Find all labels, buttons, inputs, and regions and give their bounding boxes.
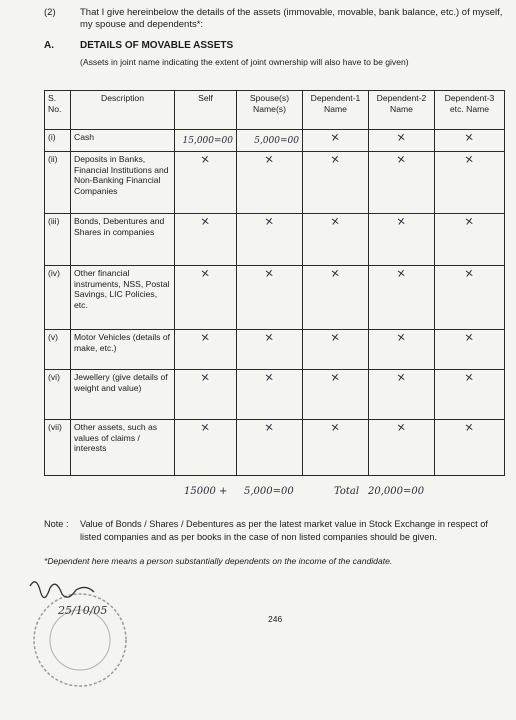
cell-dependent-1 — [303, 330, 369, 370]
section-title: DETAILS OF MOVABLE ASSETS — [80, 40, 234, 51]
cross-mark: × — [330, 150, 341, 168]
header-description: Description — [71, 91, 175, 130]
cross-mark: × — [396, 128, 407, 146]
header-dependent-3: Dependent-3 etc. Name — [435, 91, 505, 130]
row-description: Cash — [71, 130, 175, 152]
cell-spouse — [237, 370, 303, 420]
cross-mark: × — [264, 264, 275, 282]
intro-text: That I give hereinbelow the details of the assets (immovable, movable, bank balance, etc.) of myself, my spouse and dependents*: — [80, 7, 503, 30]
cell-spouse — [237, 330, 303, 370]
cell-dependent-2 — [369, 266, 435, 330]
row-sno: (i) — [45, 130, 71, 152]
cell-dependent-3 — [435, 420, 505, 476]
cell-dependent-1 — [303, 370, 369, 420]
row-description: Deposits in Banks, Financial Institutions and Non-Banking Financial Companies — [71, 152, 175, 214]
row-description: Other financial instruments, NSS, Postal Savings, LIC Policies, etc. — [71, 266, 175, 330]
row-description: Bonds, Debentures and Shares in companies — [71, 214, 175, 266]
cell-spouse — [237, 214, 303, 266]
cell-dependent-2 — [369, 130, 435, 152]
signature-and-stamp — [10, 572, 160, 692]
cross-mark: × — [200, 212, 211, 230]
cell-spouse — [237, 266, 303, 330]
cross-mark: × — [264, 212, 275, 230]
page-number: 246 — [268, 614, 283, 624]
cell-dependent-1 — [303, 214, 369, 266]
row-sno: (vi) — [45, 370, 71, 420]
cell-dependent-3 — [435, 214, 505, 266]
cross-mark: × — [200, 328, 211, 346]
note-text: Value of Bonds / Shares / Debentures as per the latest market value in Stock Exchange in respect of listed companies and as per books in the case of non listed companies should be given. — [80, 519, 488, 542]
signature-scribble — [30, 582, 94, 598]
cross-mark: × — [464, 418, 475, 436]
movable-assets-table — [44, 90, 505, 476]
cell-dependent-2 — [369, 214, 435, 266]
row-description: Motor Vehicles (details of make, etc.) — [71, 330, 175, 370]
header-sno: S. No. — [45, 91, 71, 130]
cell-dependent-1 — [303, 266, 369, 330]
cross-mark: × — [330, 264, 341, 282]
cross-mark: × — [464, 368, 475, 386]
cross-mark: × — [200, 264, 211, 282]
row-description: Jewellery (give details of weight and value) — [71, 370, 175, 420]
cell-dependent-3 — [435, 266, 505, 330]
dependent-footnote: *Dependent here means a person substantially dependents on the income of the candidate. — [44, 556, 393, 566]
header-dependent-1: Dependent-1 Name — [303, 91, 369, 130]
intro-number: (2) — [44, 7, 56, 18]
table-header-row — [45, 91, 505, 130]
cross-mark: × — [200, 368, 211, 386]
cell-self — [175, 214, 237, 266]
table-row — [45, 214, 505, 266]
cross-mark: × — [464, 264, 475, 282]
cross-mark: × — [264, 368, 275, 386]
header-self: Self — [175, 91, 237, 130]
cash-spouse-value: 5,000=00 — [254, 136, 299, 146]
cross-mark: × — [464, 328, 475, 346]
table-row — [45, 420, 505, 476]
signature-date: 25/10/05 — [58, 604, 108, 617]
cell-self — [175, 130, 237, 152]
cell-spouse — [237, 130, 303, 152]
cell-dependent-2 — [369, 370, 435, 420]
cross-mark: × — [264, 328, 275, 346]
cell-self — [175, 370, 237, 420]
cross-mark: × — [330, 212, 341, 230]
row-sno: (vii) — [45, 420, 71, 476]
cross-mark: × — [464, 150, 475, 168]
table-row — [45, 152, 505, 214]
self-total: 15000 + — [184, 486, 228, 497]
cross-mark: × — [330, 128, 341, 146]
header-dependent-2: Dependent-2 Name — [369, 91, 435, 130]
cross-mark: × — [330, 368, 341, 386]
cross-mark: × — [396, 368, 407, 386]
spouse-total: 5,000=00 — [244, 486, 294, 497]
note-label: Note : — [44, 519, 69, 529]
row-sno: (ii) — [45, 152, 71, 214]
cross-mark: × — [330, 418, 341, 436]
grand-total-label: Total — [334, 486, 360, 497]
cell-dependent-2 — [369, 330, 435, 370]
section-letter: A. — [44, 40, 54, 51]
cell-dependent-2 — [369, 420, 435, 476]
cell-dependent-3 — [435, 130, 505, 152]
stamp-inner-ring — [50, 610, 110, 670]
cell-self — [175, 330, 237, 370]
table-row — [45, 330, 505, 370]
header-spouse: Spouse(s) Name(s) — [237, 91, 303, 130]
cell-spouse — [237, 152, 303, 214]
cell-spouse — [237, 420, 303, 476]
cross-mark: × — [396, 418, 407, 436]
cell-self — [175, 266, 237, 330]
cell-dependent-3 — [435, 152, 505, 214]
cell-dependent-1 — [303, 152, 369, 214]
cross-mark: × — [396, 212, 407, 230]
cross-mark: × — [464, 128, 475, 146]
section-subnote: (Assets in joint name indicating the extent of joint ownership will also have to be given) — [80, 57, 409, 67]
cross-mark: × — [200, 418, 211, 436]
cross-mark: × — [200, 150, 211, 168]
cell-dependent-1 — [303, 420, 369, 476]
cell-dependent-3 — [435, 370, 505, 420]
cross-mark: × — [264, 150, 275, 168]
cross-mark: × — [396, 264, 407, 282]
cell-dependent-1 — [303, 130, 369, 152]
table-row — [45, 370, 505, 420]
cash-self-value: 15,000=00 — [182, 136, 233, 146]
grand-total-value: 20,000=00 — [368, 486, 425, 497]
cross-mark: × — [330, 328, 341, 346]
cross-mark: × — [396, 328, 407, 346]
row-description: Other assets, such as values of claims / interests — [71, 420, 175, 476]
cross-mark: × — [464, 212, 475, 230]
row-sno: (iv) — [45, 266, 71, 330]
row-sno: (v) — [45, 330, 71, 370]
table-row — [45, 266, 505, 330]
cell-dependent-3 — [435, 330, 505, 370]
cell-dependent-2 — [369, 152, 435, 214]
cross-mark: × — [264, 418, 275, 436]
cross-mark: × — [396, 150, 407, 168]
row-sno: (iii) — [45, 214, 71, 266]
table-row — [45, 130, 505, 152]
cell-self — [175, 152, 237, 214]
cell-self — [175, 420, 237, 476]
